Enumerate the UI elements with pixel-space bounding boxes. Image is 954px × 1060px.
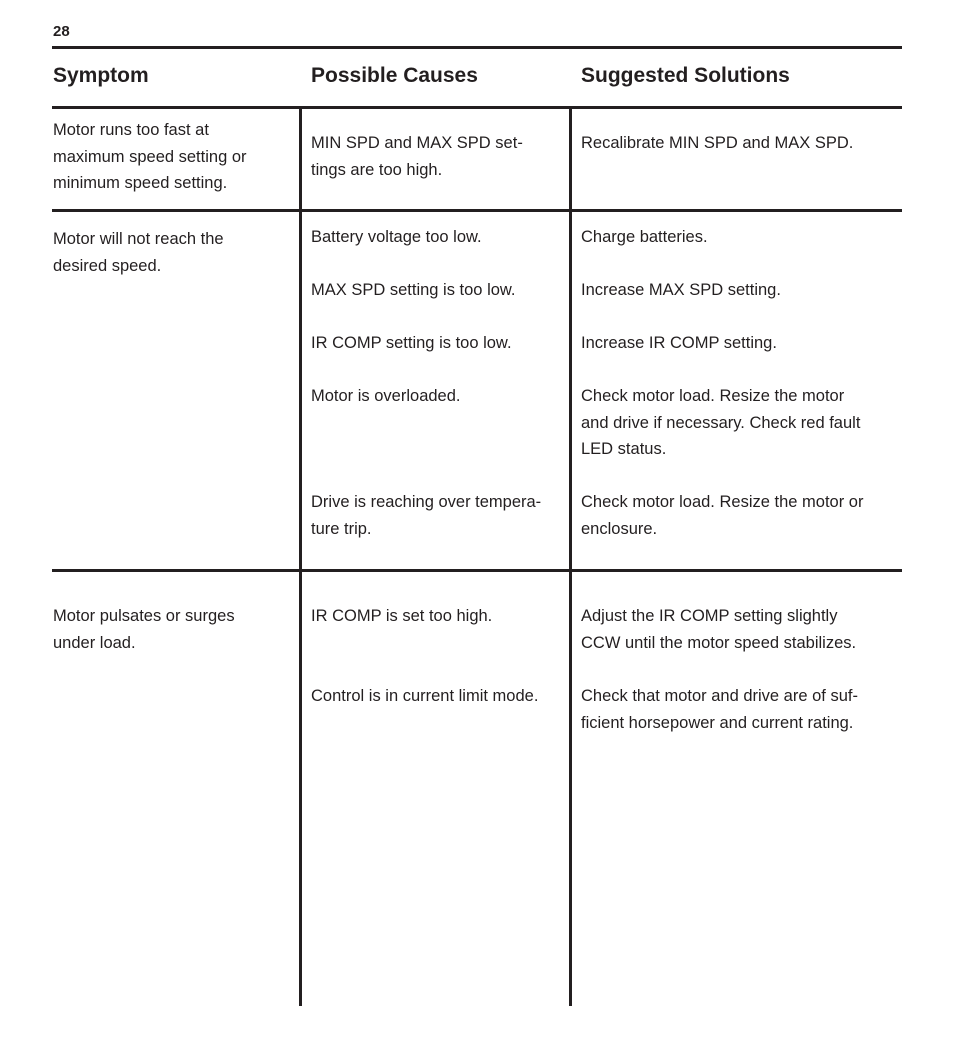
header-possible-causes: Possible Causes xyxy=(311,64,478,87)
header-symptom: Symptom xyxy=(53,64,149,87)
header-rule xyxy=(52,106,902,109)
row-divider xyxy=(52,209,902,212)
symptom-cell: Motor runs too fast at maximum speed setting or minimum speed setting. xyxy=(53,121,247,192)
cause-cell: Motor is overloaded. xyxy=(311,387,461,405)
solution-cell: Check motor load. Resize the motor and drive if necessary. Check red fault LED status. xyxy=(581,387,861,458)
column-divider xyxy=(569,108,572,1006)
page-number: 28 xyxy=(53,23,70,40)
solution-cell: Increase MAX SPD setting. xyxy=(581,281,781,299)
solution-cell: Charge batteries. xyxy=(581,228,708,246)
solution-cell: Adjust the IR COMP setting slightly CCW until the motor speed stabilizes. xyxy=(581,607,857,652)
cause-cell: IR COMP setting is too low. xyxy=(311,334,512,352)
cause-cell: Battery voltage too low. xyxy=(311,228,482,246)
top-rule xyxy=(52,46,902,49)
symptom-cell: Motor pulsates or surges under load. xyxy=(53,607,235,652)
solution-cell: Check motor load. Resize the motor or enclosure. xyxy=(581,493,864,538)
solution-cell: Recalibrate MIN SPD and MAX SPD. xyxy=(581,134,854,152)
cause-cell: MAX SPD setting is too low. xyxy=(311,281,516,299)
row-divider xyxy=(52,569,902,572)
column-divider xyxy=(299,108,302,1006)
cause-cell: Control is in current limit mode. xyxy=(311,687,539,705)
solution-cell: Check that motor and drive are of suf- ficient horsepower and current rating. xyxy=(581,687,858,732)
solution-cell: Increase IR COMP setting. xyxy=(581,334,777,352)
cause-cell: MIN SPD and MAX SPD set- tings are too high. xyxy=(311,134,523,179)
header-suggested-solutions: Suggested Solutions xyxy=(581,64,790,87)
cause-cell: IR COMP is set too high. xyxy=(311,607,493,625)
symptom-cell: Motor will not reach the desired speed. xyxy=(53,230,224,275)
cause-cell: Drive is reaching over tempera- ture trip. xyxy=(311,493,542,538)
